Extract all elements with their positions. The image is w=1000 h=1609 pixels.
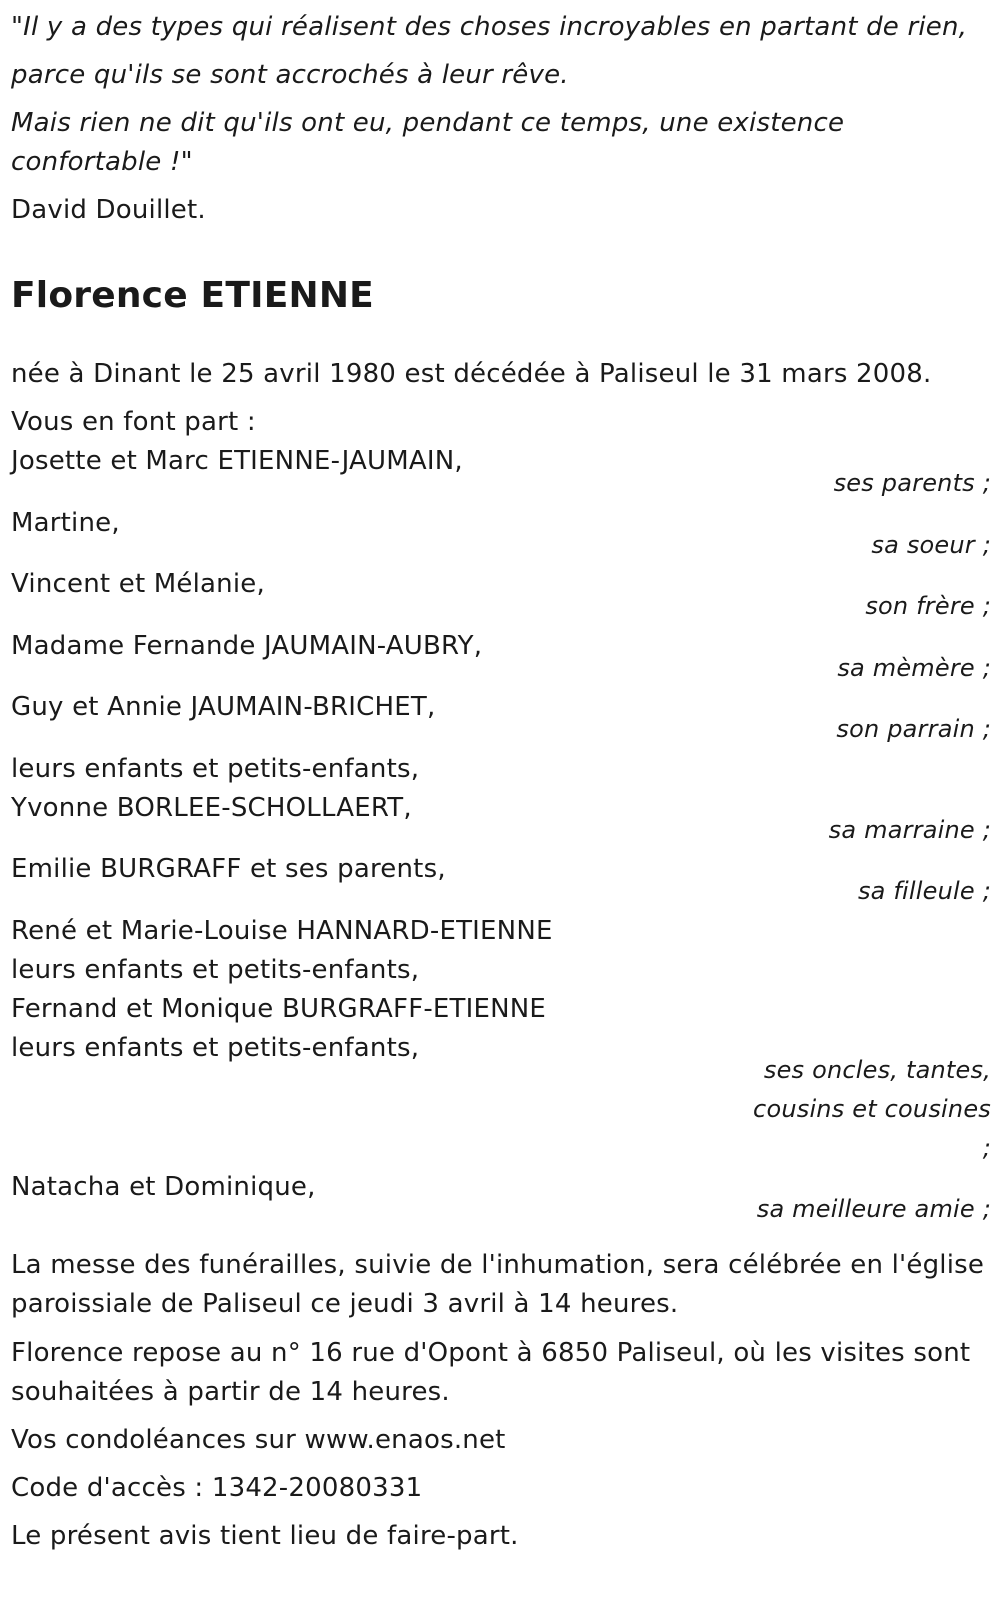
family-relation: son frère ;: [865, 592, 991, 620]
family-names: Vincent et Mélanie,: [11, 569, 265, 599]
deceased-name: Florence ETIENNE: [11, 275, 374, 316]
family-relation: cousins et cousines: [753, 1095, 991, 1123]
quote-line-3: Mais rien ne dit qu'ils ont eu, pendant ce temps, une existence: [11, 108, 845, 138]
family-names: Yvonne BORLEE-SCHOLLAERT,: [11, 793, 412, 823]
family-names: leurs enfants et petits-enfants,: [11, 754, 420, 784]
family-names: leurs enfants et petits-enfants,: [11, 955, 420, 985]
family-relation: sa filleule ;: [857, 877, 991, 905]
access-code: Code d'accès : 1342-20080331: [11, 1473, 423, 1503]
repose-line-2: souhaitées à partir de 14 heures.: [11, 1377, 450, 1407]
family-relation: sa mèmère ;: [837, 654, 991, 682]
family-relation: ;: [982, 1134, 991, 1162]
quote-line-4: confortable !": [11, 147, 193, 177]
family-relation: son parrain ;: [836, 715, 991, 743]
quote-line-1: "Il y a des types qui réalisent des choses incroyables en partant de rien,: [11, 12, 968, 42]
family-relation: sa meilleure amie ;: [756, 1195, 991, 1223]
repose-line-1: Florence repose au n° 16 rue d'Opont à 6850 Paliseul, où les visites sont: [11, 1338, 971, 1368]
family-relation: sa soeur ;: [871, 531, 991, 559]
family-names: Fernand et Monique BURGRAFF-ETIENNE: [11, 994, 547, 1024]
family-names: Madame Fernande JAUMAIN-AUBRY,: [11, 631, 483, 661]
family-names: leurs enfants et petits-enfants,: [11, 1033, 420, 1063]
funeral-line-2: paroissiale de Paliseul ce jeudi 3 avril à 14 heures.: [11, 1289, 679, 1319]
family-names: Josette et Marc ETIENNE-JAUMAIN,: [11, 446, 463, 476]
family-names: Martine,: [11, 508, 120, 538]
family-relation: ses parents ;: [833, 469, 991, 497]
family-names: Emilie BURGRAFF et ses parents,: [11, 854, 446, 884]
quote-line-2: parce qu'ils se sont accrochés à leur rêve.: [11, 60, 569, 90]
family-names: Natacha et Dominique,: [11, 1172, 316, 1202]
condolences-text: Vos condoléances sur www.enaos.net: [11, 1425, 506, 1455]
announcement-intro: Vous en font part :: [11, 407, 256, 437]
birth-death-text: née à Dinant le 25 avril 1980 est décédée à Paliseul le 31 mars 2008.: [11, 359, 932, 389]
funeral-line-1: La messe des funérailles, suivie de l'inhumation, sera célébrée en l'église: [11, 1250, 985, 1280]
family-relation: ses oncles, tantes,: [763, 1056, 991, 1084]
family-relation: sa marraine ;: [828, 816, 991, 844]
family-names: René et Marie-Louise HANNARD-ETIENNE: [11, 916, 553, 946]
quote-author: David Douillet.: [11, 195, 206, 225]
closing-text: Le présent avis tient lieu de faire-part.: [11, 1521, 519, 1551]
family-names: Guy et Annie JAUMAIN-BRICHET,: [11, 692, 436, 722]
